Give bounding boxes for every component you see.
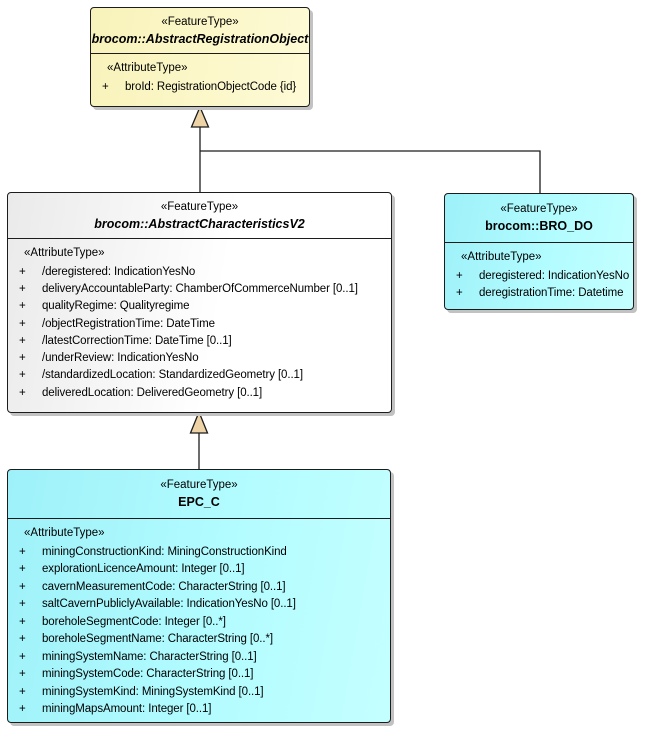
attribute-text: deliveryAccountableParty: ChamberOfCommerceNumber [0..1] (42, 282, 358, 295)
attribute-text: saltCavernPubliclyAvailable: IndicationYesNo [0..1] (42, 598, 296, 611)
attribute-type-header: «AttributeType» (107, 62, 188, 74)
class-box-epc-c[interactable] (7, 469, 391, 723)
attribute-row (17, 578, 386, 596)
attribute-text: cavernMeasurementCode: CharacterString [0..1] (42, 580, 286, 593)
visibility-plus-icon: + (19, 668, 26, 681)
generalization-epcc-to-characteristics[interactable] (191, 412, 208, 469)
attribute-text: explorationLicenceAmount: Integer [0..1] (42, 563, 245, 576)
visibility-plus-icon: + (19, 265, 26, 278)
attribute-compartment (445, 243, 633, 302)
visibility-plus-icon: + (456, 269, 463, 282)
attribute-text: miningSystemName: CharacterString [0..1] (42, 650, 257, 663)
attribute-text: deregistered: IndicationYesNo (479, 269, 630, 282)
generalization-arrowhead-icon (191, 412, 208, 433)
attribute-text: deliveredLocation: DeliveredGeometry [0..1] (42, 386, 263, 399)
visibility-plus-icon: + (19, 334, 26, 347)
visibility-plus-icon: + (19, 369, 26, 382)
attribute-compartment (91, 54, 309, 95)
attribute-row (17, 543, 386, 561)
visibility-plus-icon: + (19, 300, 26, 313)
attribute-row (17, 280, 387, 297)
class-stereotype: «FeatureType» (160, 479, 238, 491)
attribute-text: miningSystemCode: CharacterString [0..1] (42, 668, 254, 681)
attribute-text: broId: RegistrationObjectCode {id} (125, 80, 297, 93)
attribute-text: boreholeSegmentCode: Integer [0..*] (42, 615, 226, 628)
class-stereotype: «FeatureType» (161, 15, 239, 28)
visibility-plus-icon: + (19, 685, 26, 698)
visibility-plus-icon: + (19, 633, 26, 646)
attribute-text: miningMapsAmount: Integer [0..1] (42, 703, 212, 716)
attribute-text: /deregistered: IndicationYesNo (42, 265, 196, 278)
visibility-plus-icon: + (19, 545, 26, 558)
class-stereotype: «FeatureType» (160, 200, 239, 213)
generalization-brodo-to-registrationobject[interactable] (200, 151, 540, 193)
visibility-plus-icon: + (19, 598, 26, 611)
attribute-row (17, 666, 386, 684)
attribute-row (17, 298, 387, 315)
attribute-text: /underReview: IndicationYesNo (42, 352, 199, 365)
generalization-line[interactable] (200, 151, 540, 193)
attribute-compartment (8, 519, 390, 718)
visibility-plus-icon: + (19, 703, 26, 716)
attribute-text: /standardizedLocation: StandardizedGeometry [0..1] (42, 369, 303, 382)
attribute-type-header: «AttributeType» (24, 247, 105, 259)
attribute-row (17, 263, 387, 280)
attribute-text: /objectRegistrationTime: DateTime (42, 317, 215, 330)
attribute-row (17, 384, 387, 401)
class-name: brocom::AbstractCharacteristicsV2 (94, 216, 305, 231)
class-stereotype: «FeatureType» (500, 203, 578, 215)
generalization-arrowhead-icon (192, 107, 209, 127)
attribute-text: deregistrationTime: Datetime (479, 286, 624, 299)
class-name: EPC_C (178, 495, 220, 509)
class-name-compartment (8, 470, 390, 519)
attribute-row (17, 367, 387, 384)
class-box-abstract-registration-object[interactable] (90, 7, 310, 107)
visibility-plus-icon: + (19, 282, 26, 295)
visibility-plus-icon: + (456, 286, 463, 299)
class-box-bro-do[interactable] (444, 193, 634, 310)
attribute-row (17, 683, 386, 701)
attribute-row (17, 332, 387, 349)
attribute-text: miningConstructionKind: MiningConstructionKind (42, 545, 287, 558)
visibility-plus-icon: + (19, 615, 26, 628)
attribute-row (17, 631, 386, 649)
attribute-row (100, 78, 305, 95)
attribute-type-header: «AttributeType» (461, 251, 542, 263)
visibility-plus-icon: + (19, 580, 26, 593)
attribute-row (17, 349, 387, 366)
attribute-text: qualityRegime: Qualityregime (42, 300, 190, 313)
class-name: brocom::AbstractRegistrationObject (91, 31, 309, 46)
attribute-compartment (8, 239, 391, 401)
visibility-plus-icon: + (19, 563, 26, 576)
visibility-plus-icon: + (19, 352, 26, 365)
attribute-text: miningSystemKind: MiningSystemKind [0..1] (42, 685, 264, 698)
attribute-row (17, 613, 386, 631)
class-box-abstract-characteristics-v2[interactable] (7, 192, 392, 413)
attribute-row (454, 267, 629, 284)
class-name-compartment (445, 194, 633, 243)
class-name-compartment (91, 8, 309, 54)
attribute-row (17, 701, 386, 719)
attribute-text: boreholeSegmentName: CharacterString [0..*] (42, 633, 273, 646)
visibility-plus-icon: + (19, 650, 26, 663)
attribute-row (17, 648, 386, 666)
generalization-characteristics-to-registrationobject[interactable] (192, 107, 209, 192)
attribute-row (17, 315, 387, 332)
visibility-plus-icon: + (102, 80, 109, 93)
attribute-row (17, 596, 386, 614)
attribute-row (454, 284, 629, 301)
class-name-compartment (8, 193, 391, 239)
visibility-plus-icon: + (19, 386, 26, 399)
class-name: brocom::BRO_DO (485, 219, 593, 233)
visibility-plus-icon: + (19, 317, 26, 330)
attribute-text: /latestCorrectionTime: DateTime [0..1] (42, 334, 232, 347)
attribute-row (17, 561, 386, 579)
attribute-type-header: «AttributeType» (24, 527, 105, 539)
